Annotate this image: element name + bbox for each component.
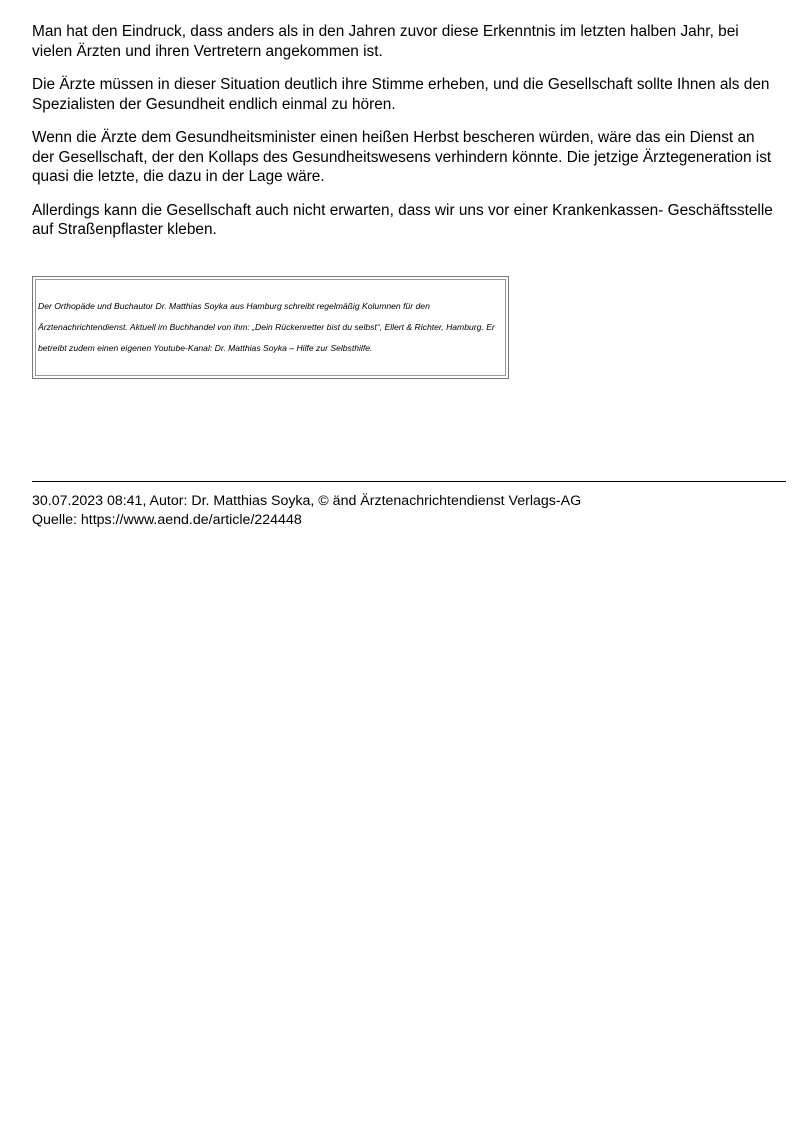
footer-divider — [32, 481, 786, 482]
article-paragraph-1: Man hat den Eindruck, dass anders als in den Jahren zuvor diese Erkenntnis im letzten halben Jahr, bei vielen Ärzten und ihren Vertretern angekommen ist. — [32, 23, 739, 60]
footer-meta: 30.07.2023 08:41, Autor: Dr. Matthias Soyka, © änd Ärztenachrichtendienst Verlags-AG — [32, 493, 582, 509]
article-body — [32, 22, 780, 254]
article-paragraph-2: Die Ärzte müssen in dieser Situation deutlich ihre Stimme erheben, und die Gesellschaft sollte Ihnen als den Spezialisten der Gesundheit endlich einmal zu hören. — [32, 76, 770, 113]
author-bio-text: Der Orthopäde und Buchautor Dr. Matthias Soyka aus Hamburg schreibt regelmäßig Kolumnen für den Ärztenachrichtendienst. Aktuell im Buchhandel von ihm: „Dein Rückenretter bist du selbst“, Ellert & Richter, Hamburg. Er betreibt zudem einen eigenen Youtube-Kanal: Dr. Matthias Soyka – Hilfe zur Selbsthilfe. — [38, 301, 495, 353]
author-bio-box — [32, 276, 509, 379]
footer-source: Quelle: https://www.aend.de/article/224448 — [32, 512, 302, 528]
article-paragraph-3: Wenn die Ärzte dem Gesundheitsminister einen heißen Herbst bescheren würden, wäre das ein Dienst an der Gesellschaft, der den Kollaps des Gesundheitswesens verhindern könnte. Die jetzige Ärztegeneration ist quasi die letzte, die dazu in der Lage wäre. — [32, 129, 772, 185]
author-bio-inner — [35, 279, 506, 376]
article-paragraph-4: Allerdings kann die Gesellschaft auch nicht erwarten, dass wir uns vor einer Krankenkassen- Geschäftsstelle auf Straßenpflaster kleben. — [32, 201, 773, 238]
footer — [32, 492, 581, 530]
